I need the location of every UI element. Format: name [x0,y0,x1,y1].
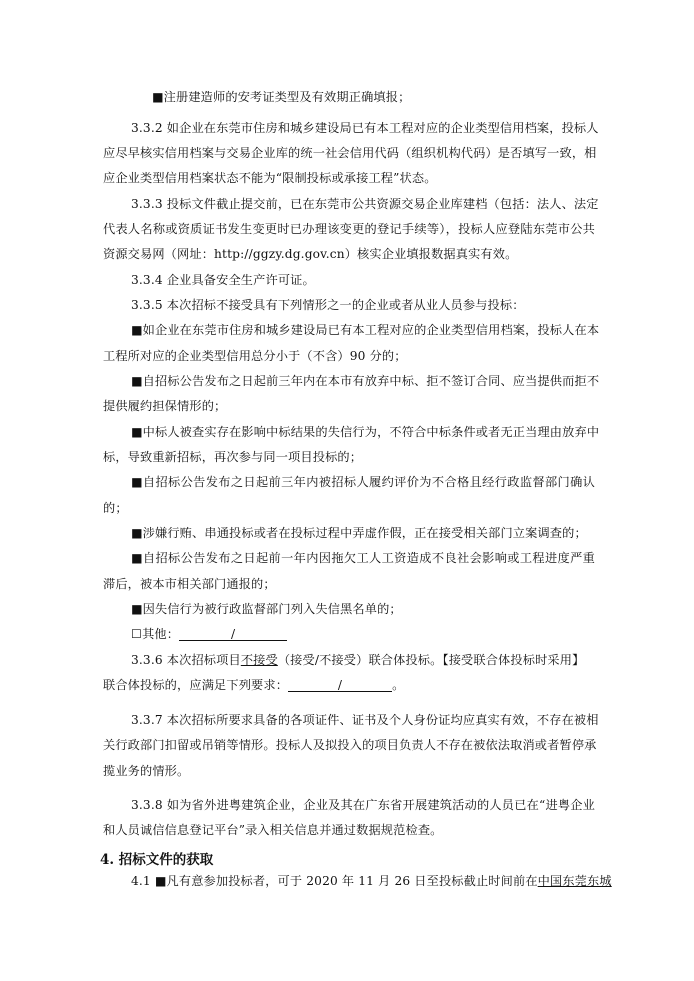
joint-bid-choice: 不接受 [240,653,278,667]
joint-bid-prefix: 3.3.6 本次招标项目 [131,653,241,667]
obtain-docs-place: 中国东莞东城 [537,874,612,888]
paragraph-line: 应尽早核实信用档案与交易企业库的统一社会信用代码（组织机构代码）是否填写一致，相 [103,146,597,160]
joint-bid-suffix: （接受/不接受）联合体投标。【接受联合体投标时采用】 [277,653,585,667]
paragraph-line: 揽业务的情形。 [103,764,190,778]
other-blank-field: / [179,626,287,641]
paragraph-line: 3.3.7 本次招标所要求具备的各项证件、证书及个人身份证均应真实有效，不存在被相 [131,713,599,727]
paragraph-line: 应企业类型信用档案状态不能为“限制投标或承接工程”状态。 [103,171,437,185]
section-heading: 4. 招标文件的获取 [100,852,214,868]
paragraph-line: 资源交易网（网址：http://ggzy.dg.gov.cn）核实企业填报数据真实有效。 [103,247,518,261]
paragraph-line: 代表人名称或资质证书发生变更时已办理该变更的登记手续等），投标人应登陆东莞市公共 [103,222,595,236]
paragraph-line: ■自招标公告发布之日起前三年内在本市有放弃中标、拒不签订合同、应当提供而拒不 [131,374,600,388]
paragraph-line: ■中标人被查实存在影响中标结果的失信行为，不符合中标条件或者无正当理由放弃中 [131,425,600,439]
requirement-label: 联合体投标的，应满足下列要求： [103,678,289,692]
paragraph-line: ■自招标公告发布之日起前一年内因拖欠工人工资造成不良社会影响或工程进度严重 [131,551,595,565]
joint-bid-line [131,652,584,668]
paragraph-line: 3.3.4 企业具备安全生产许可证。 [131,273,315,287]
paragraph-line: 提供履约担保情形的； [103,399,227,413]
paragraph-line: ■注册建造师的安考证类型及有效期正确填报； [152,90,411,104]
paragraph-line: 3.3.3 投标文件截止提交前，已在东莞市公共资源交易企业库建档（包括：法人、法定 [131,197,599,211]
paragraph-line: 3.3.5 本次招标不接受具有下列情形之一的企业或者从业人员参与投标： [131,298,525,312]
paragraph-line: 3.3.8 如为省外进粤建筑企业，企业及其在广东省开展建筑活动的人员已在“进粤企业 [131,798,595,812]
other-line [131,626,287,642]
paragraph-line: ■如企业在东莞市住房和城乡建设局已有本工程对应的企业类型信用档案，投标人在本 [131,323,600,337]
paragraph-line: 工程所对应的企业类型信用总分小于（不含）90 分的； [103,349,407,363]
paragraph-line: ■涉嫌行贿、串通投标或者在投标过程中弄虚作假，正在接受相关部门立案调查的； [131,526,587,540]
paragraph-line [131,873,612,889]
requirement-end: 。 [392,678,405,692]
other-label: ☐其他： [131,627,180,641]
paragraph-line: ■自招标公告发布之日起前三年内被招标人履约评价为不合格且经行政监督部门确认 [131,475,595,489]
joint-bid-requirement-line [103,677,404,693]
paragraph-line: 的； [103,501,128,515]
obtain-docs-text: 4.1 ■凡有意参加投标者，可于 2020 年 11 月 26 日至投标截止时间前在 [131,874,538,888]
paragraph-line: 标，导致重新招标，再次参与同一项目投标的； [103,450,363,464]
paragraph-line: 关行政部门扣留或吊销等情形。投标人及拟投入的项目负责人不存在被依法取消或者暂停承 [103,738,597,752]
paragraph-line: 3.3.2 如企业在东莞市住房和城乡建设局已有本工程对应的企业类型信用档案，投标人 [131,121,599,135]
paragraph-line: 滞后，被本市相关部门通报的； [103,577,276,591]
paragraph-line: 和人员诚信信息登记平台”录入相关信息并通过数据规范检查。 [103,823,443,837]
paragraph-line: ■因失信行为被行政监督部门列入失信黑名单的； [131,602,402,616]
requirement-blank-field: / [288,677,392,692]
